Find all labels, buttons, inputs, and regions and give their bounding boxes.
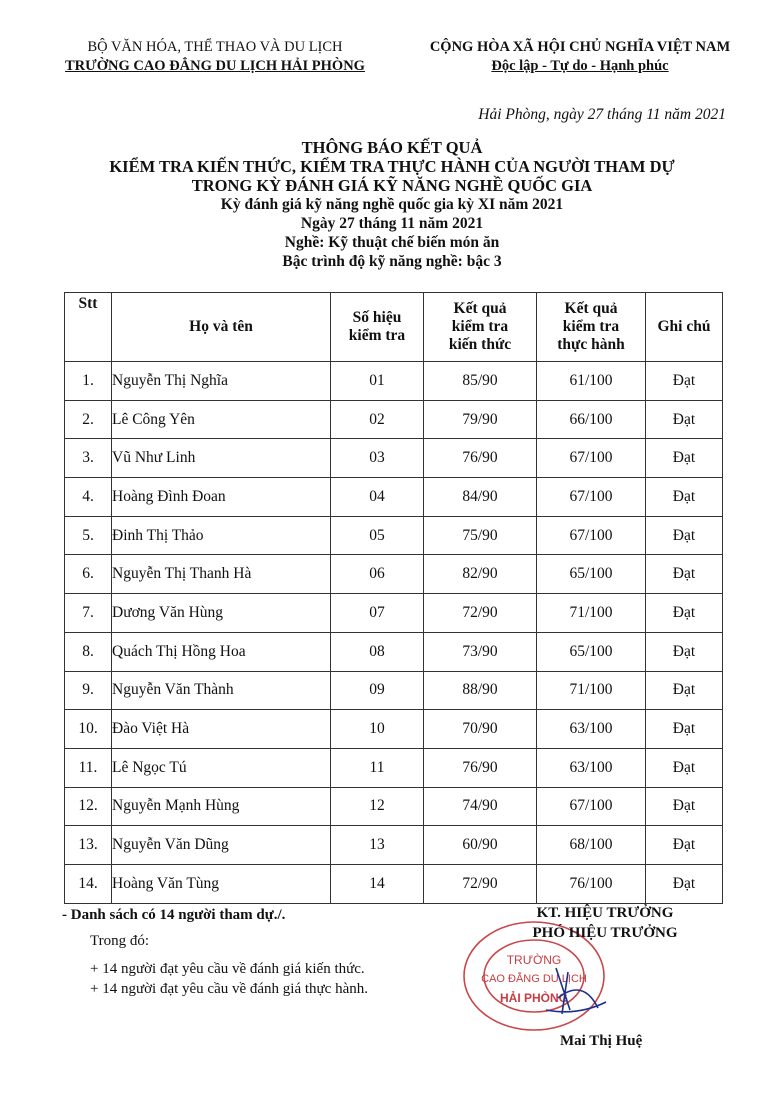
cell-code: 14 [331, 864, 424, 903]
cell-note: Đạt [646, 710, 723, 749]
cell-code: 08 [331, 632, 424, 671]
cell-knowledge: 72/90 [424, 594, 537, 633]
cell-note: Đạt [646, 439, 723, 478]
cell-knowledge: 79/90 [424, 400, 537, 439]
cell-practice: 71/100 [537, 671, 646, 710]
cell-practice: 67/100 [537, 516, 646, 555]
cell-code: 06 [331, 555, 424, 594]
cell-practice: 65/100 [537, 555, 646, 594]
ministry-name: BỘ VĂN HÓA, THỂ THAO VÀ DU LỊCH [87, 39, 343, 55]
cell-practice: 71/100 [537, 594, 646, 633]
header-name: Họ và tên [112, 293, 331, 362]
header-right [390, 38, 770, 76]
cell-code: 07 [331, 594, 424, 633]
cell-knowledge: 60/90 [424, 826, 537, 865]
cell-note: Đạt [646, 516, 723, 555]
cell-note: Đạt [646, 748, 723, 787]
date-line: Hải Phòng, ngày 27 tháng 11 năm 2021 [478, 106, 726, 123]
title-line-6: Nghề: Kỹ thuật chế biến món ăn [284, 234, 500, 251]
cell-practice: 67/100 [537, 787, 646, 826]
cell-note: Đạt [646, 400, 723, 439]
table-row [65, 787, 723, 826]
stamp-line-1: TRƯỜNG [506, 953, 562, 967]
cell-practice: 65/100 [537, 632, 646, 671]
cell-name: Nguyễn Thị Thanh Hà [112, 555, 331, 594]
national-motto: Độc lập - Tự do - Hạnh phúc [491, 58, 669, 74]
cell-name: Nguyễn Văn Thành [112, 671, 331, 710]
cell-code: 04 [331, 478, 424, 517]
table-row [65, 555, 723, 594]
cell-practice: 67/100 [537, 439, 646, 478]
cell-name: Dương Văn Hùng [112, 594, 331, 633]
cell-stt: 7. [65, 594, 112, 633]
cell-knowledge: 85/90 [424, 362, 537, 401]
cell-note: Đạt [646, 787, 723, 826]
cell-practice: 63/100 [537, 748, 646, 787]
header-note: Ghi chú [646, 293, 723, 362]
summary-sub: Trong đó: [90, 933, 150, 949]
cell-practice: 68/100 [537, 826, 646, 865]
signature-title-1: KT. HIỆU TRƯỞNG [536, 905, 674, 921]
cell-code: 09 [331, 671, 424, 710]
table-body [65, 362, 723, 904]
cell-stt: 12. [65, 787, 112, 826]
summary [62, 905, 368, 999]
cell-practice: 76/100 [537, 864, 646, 903]
cell-code: 05 [331, 516, 424, 555]
cell-stt: 5. [65, 516, 112, 555]
cell-note: Đạt [646, 362, 723, 401]
cell-knowledge: 76/90 [424, 439, 537, 478]
cell-name: Đào Việt Hà [112, 710, 331, 749]
cell-note: Đạt [646, 632, 723, 671]
cell-stt: 11. [65, 748, 112, 787]
cell-code: 01 [331, 362, 424, 401]
school-name: TRƯỜNG CAO ĐẲNG DU LỊCH HẢI PHÒNG [65, 58, 365, 74]
title-line-2: KIỂM TRA KIẾN THỨC, KIỂM TRA THỰC HÀNH CỦA NGƯỜI THAM DỰ [109, 157, 675, 176]
cell-practice: 63/100 [537, 710, 646, 749]
cell-note: Đạt [646, 864, 723, 903]
table-row [65, 748, 723, 787]
table-row [65, 864, 723, 903]
stamp-line-2: CAO ĐẲNG DU LỊCH [481, 973, 587, 985]
cell-note: Đạt [646, 478, 723, 517]
cell-knowledge: 82/90 [424, 555, 537, 594]
header-practice: Kết quả kiểm tra thực hành [537, 293, 646, 362]
cell-note: Đạt [646, 555, 723, 594]
cell-stt: 10. [65, 710, 112, 749]
cell-knowledge: 75/90 [424, 516, 537, 555]
cell-name: Lê Ngọc Tú [112, 748, 331, 787]
cell-name: Nguyễn Văn Dũng [112, 826, 331, 865]
table-row [65, 632, 723, 671]
cell-name: Đinh Thị Thảo [112, 516, 331, 555]
title-line-4: Kỳ đánh giá kỹ năng nghề quốc gia kỳ XI năm 2021 [220, 196, 564, 213]
cell-note: Đạt [646, 671, 723, 710]
cell-stt: 9. [65, 671, 112, 710]
cell-stt: 14. [65, 864, 112, 903]
table-row [65, 362, 723, 401]
cell-stt: 6. [65, 555, 112, 594]
cell-practice: 66/100 [537, 400, 646, 439]
republic-name: CỘNG HÒA XÃ HỘI CHỦ NGHĨA VIỆT NAM [429, 39, 731, 55]
cell-note: Đạt [646, 826, 723, 865]
signer-name: Mai Thị Huệ [560, 1033, 643, 1049]
cell-name: Nguyễn Thị Nghĩa [112, 362, 331, 401]
signature-block [470, 903, 740, 943]
table-row [65, 594, 723, 633]
table-row [65, 439, 723, 478]
cell-practice: 67/100 [537, 478, 646, 517]
header-knowledge: Kết quả kiểm tra kiến thức [424, 293, 537, 362]
cell-knowledge: 88/90 [424, 671, 537, 710]
cell-code: 12 [331, 787, 424, 826]
cell-stt: 3. [65, 439, 112, 478]
cell-stt: 4. [65, 478, 112, 517]
cell-name: Vũ Như Linh [112, 439, 331, 478]
cell-code: 10 [331, 710, 424, 749]
stamp-line-3: HẢI PHÒNG [499, 991, 569, 1005]
header-code: Số hiệu kiểm tra [331, 293, 424, 362]
cell-knowledge: 74/90 [424, 787, 537, 826]
document-title [0, 138, 784, 271]
cell-code: 02 [331, 400, 424, 439]
table-row [65, 826, 723, 865]
title-line-3: TRONG KỲ ĐÁNH GIÁ KỸ NĂNG NGHỀ QUỐC GIA [191, 176, 593, 195]
signature-title-2: PHÓ HIỆU TRƯỞNG [532, 925, 678, 941]
header-stt: Stt [65, 293, 112, 362]
header-left [40, 38, 390, 76]
table-row [65, 516, 723, 555]
cell-practice: 61/100 [537, 362, 646, 401]
results-table [64, 292, 723, 904]
summary-item-1: + 14 người đạt yêu cầu về đánh giá kiến thức. [90, 961, 365, 977]
cell-knowledge: 72/90 [424, 864, 537, 903]
title-line-5: Ngày 27 tháng 11 năm 2021 [300, 215, 484, 232]
cell-code: 03 [331, 439, 424, 478]
cell-name: Hoàng Văn Tùng [112, 864, 331, 903]
cell-code: 13 [331, 826, 424, 865]
cell-name: Lê Công Yên [112, 400, 331, 439]
cell-knowledge: 70/90 [424, 710, 537, 749]
cell-note: Đạt [646, 594, 723, 633]
cell-stt: 2. [65, 400, 112, 439]
summary-lead: - Danh sách có 14 người tham dự./. [62, 907, 286, 923]
table-row [65, 478, 723, 517]
summary-item-2: + 14 người đạt yêu cầu về đánh giá thực hành. [90, 981, 368, 997]
cell-code: 11 [331, 748, 424, 787]
title-line-1: THÔNG BÁO KẾT QUẢ [301, 138, 483, 157]
title-line-7: Bậc trình độ kỹ năng nghề: bậc 3 [282, 253, 502, 270]
cell-knowledge: 84/90 [424, 478, 537, 517]
table-row [65, 671, 723, 710]
cell-stt: 1. [65, 362, 112, 401]
cell-knowledge: 76/90 [424, 748, 537, 787]
table-row [65, 710, 723, 749]
cell-knowledge: 73/90 [424, 632, 537, 671]
table-row [65, 400, 723, 439]
cell-name: Quách Thị Hồng Hoa [112, 632, 331, 671]
cell-stt: 8. [65, 632, 112, 671]
table-header-row [65, 293, 723, 362]
cell-name: Hoàng Đình Đoan [112, 478, 331, 517]
cell-name: Nguyễn Mạnh Hùng [112, 787, 331, 826]
cell-stt: 13. [65, 826, 112, 865]
